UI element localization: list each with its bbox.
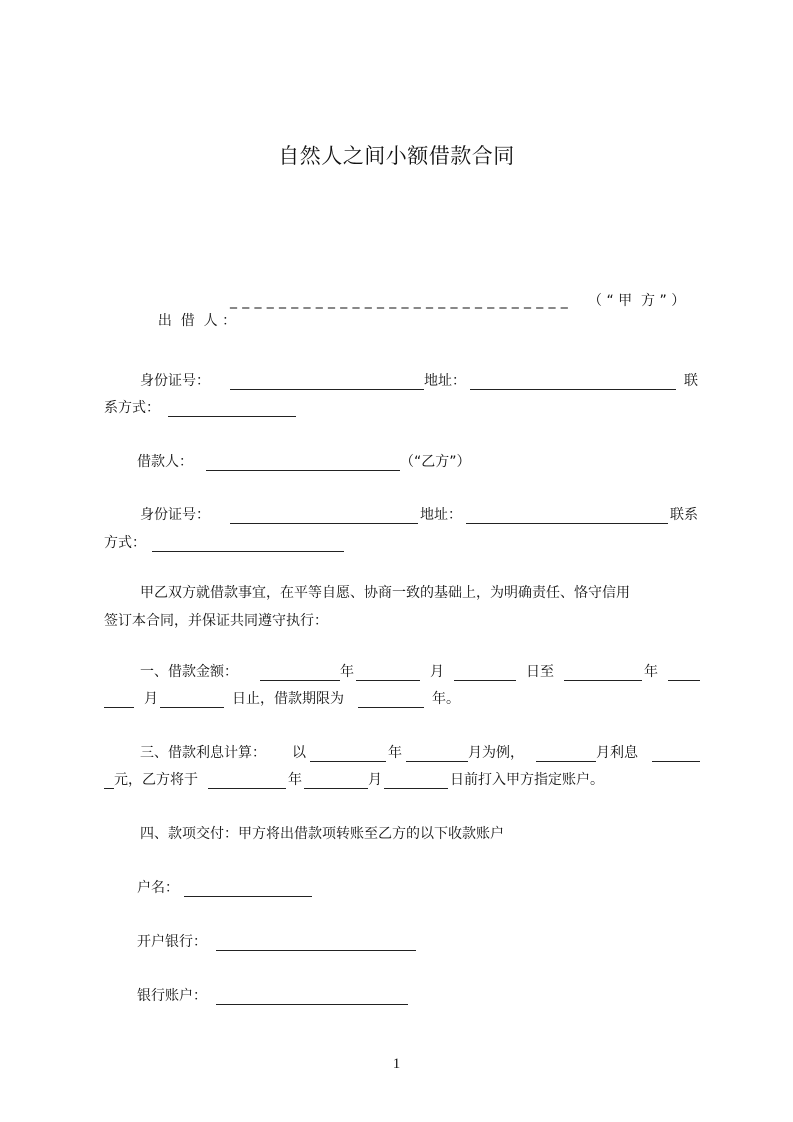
clause3-pay-day-blank [384, 773, 448, 789]
lender-address-blank [470, 374, 676, 390]
page-number: 1 [392, 1056, 401, 1072]
borrower-id-blank [230, 508, 418, 524]
lender-contact-label-a: 联 [684, 373, 698, 389]
clause3-year: 年 [388, 745, 402, 761]
bank-account-blank [216, 989, 408, 1005]
clause1-year2: 年 [644, 664, 658, 680]
clause3-interest-amount-blank-a [652, 746, 700, 762]
clause3-label: 三、借款利息计算： [140, 745, 266, 761]
clause3-month2: 月 [368, 772, 382, 788]
lender-address-label: 地址： [424, 373, 466, 389]
clause1-month: 月 [430, 664, 444, 680]
borrower-id-label: 身份证号： [140, 507, 210, 523]
clause3-pay-month-blank [304, 773, 368, 789]
clause3-month-blank [406, 746, 468, 762]
borrower-contact-blank [152, 536, 344, 552]
lender-id-label: 身份证号： [140, 373, 210, 389]
clause3-monthly-interest: 月利息 [596, 745, 638, 761]
borrower-role: （“乙方”） [400, 454, 471, 470]
clause1-year: 年 [340, 664, 354, 680]
borrower-contact-label-b: 方式： [104, 535, 146, 551]
clause3-pay-year-blank [208, 773, 286, 789]
bank-label: 开户银行： [137, 934, 207, 950]
lender-contact-blank [168, 401, 296, 417]
clause3-interest-amount-blank-b [104, 773, 114, 789]
clause1-end: 日止，借款期限为 [232, 691, 344, 707]
clause4-text: 四、款项交付：甲方将出借款项转账至乙方的以下收款账户 [140, 826, 504, 842]
bank-account-label: 银行账户： [137, 988, 207, 1004]
lender-id-blank [230, 374, 424, 390]
clause1-day-to: 日至 [526, 664, 554, 680]
clause1-end-month-blank-a [668, 665, 700, 681]
account-name-label: 户名： [137, 880, 179, 896]
borrower-address-blank [466, 508, 668, 524]
clause3-yi: 以 [292, 745, 306, 761]
intro-line-2: 签订本合同，并保证共同遵守执行： [104, 613, 328, 629]
intro-line-1: 甲乙双方就借款事宜，在平等自愿、协商一致的基础上，为明确责任、恪守信用 [140, 585, 630, 601]
clause1-end-day-blank [160, 692, 224, 708]
clause3-month-example: 月为例， [468, 745, 524, 761]
clause3-interest-month-blank [536, 746, 596, 762]
lender-label: 出 借 人 ： [157, 313, 237, 329]
clause3-pay: 日前打入甲方指定账户。 [450, 772, 604, 788]
bank-blank [216, 935, 416, 951]
clause1-start-month-blank [356, 665, 420, 681]
lender-contact-label-b: 系方式： [104, 400, 160, 416]
lender-name-blank: _ _ _ _ _ _ _ _ _ _ _ _ _ _ _ _ _ _ _ _ _ _ _ _ _ _ _ _ [230, 293, 569, 309]
clause1-year3: 年。 [432, 691, 460, 707]
clause1-label: 一、借款金额： [140, 664, 238, 680]
clause3-year2: 年 [288, 772, 302, 788]
borrower-label: 借款人： [137, 454, 193, 470]
lender-role: （ “ 甲 方 ” ） [588, 293, 686, 309]
clause1-month2: 月 [144, 691, 158, 707]
clause3-yuan: 元，乙方将于 [114, 772, 198, 788]
lender-line [140, 291, 236, 351]
lender-id-line [140, 371, 210, 391]
clause1-end-year-blank [564, 665, 642, 681]
clause1-start-year-blank [260, 665, 340, 681]
clause1-term-blank [358, 692, 424, 708]
clause3-year-blank [310, 746, 386, 762]
borrower-contact-label-a: 联系 [670, 507, 698, 523]
clause1-start-day-blank [454, 665, 516, 681]
document-title: 自然人之间小额借款合同 [278, 144, 515, 168]
clause1-end-month-blank-b [104, 692, 134, 708]
account-name-blank [184, 881, 312, 897]
borrower-address-label: 地址： [420, 507, 462, 523]
borrower-name-blank [206, 455, 400, 471]
